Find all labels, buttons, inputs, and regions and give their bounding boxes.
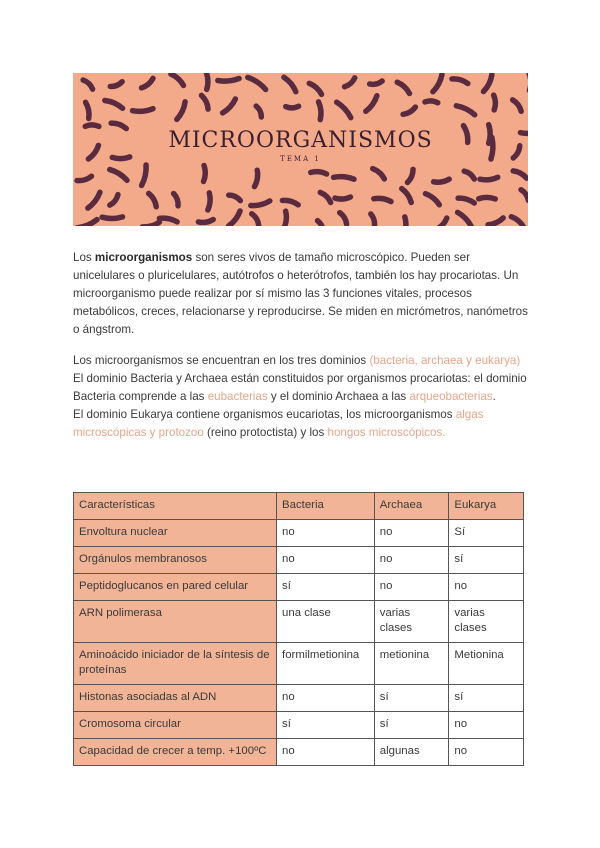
bacteria-shape: [110, 82, 122, 87]
bacteria-shape: [177, 102, 185, 120]
domains-line-1: [73, 352, 528, 370]
bacteria-shape: [248, 77, 266, 89]
table-cell: sí: [374, 712, 449, 739]
table-cell: no: [449, 739, 524, 766]
hongos-highlight: hongos microscópicos.: [327, 426, 446, 439]
table-cell: varias clases: [449, 601, 524, 643]
eubacterias-highlight: eubacterias: [207, 390, 268, 403]
bacteria-shape: [254, 170, 257, 186]
table-row: [74, 574, 524, 601]
domains-highlight: (bacteria, archaea y eukarya): [369, 354, 521, 367]
bacteria-shape: [142, 78, 153, 87]
bacteria-shape: [286, 106, 299, 108]
table-cell: Sí: [449, 520, 524, 547]
bacteria-shape: [371, 214, 375, 226]
bacteria-shape: [309, 83, 321, 94]
row-label: Histonas asociadas al ADN: [74, 685, 277, 712]
bacteria-shape: [133, 109, 153, 112]
bacteria-shape: [223, 99, 236, 113]
bacteria-shape: [142, 165, 147, 185]
domains-line-3-mid: (reino protoctista) y los: [203, 426, 328, 439]
banner-title-box: [73, 128, 528, 163]
table-cell: metionina: [374, 643, 449, 685]
bacteria-shape: [483, 75, 491, 92]
table-cell: formilmetionina: [277, 643, 375, 685]
domains-line-1-text: Los microorganismos se encuentran en los tres dominios: [73, 354, 370, 367]
row-label: Cromosoma circular: [74, 712, 277, 739]
bacteria-shape: [458, 212, 472, 226]
table-cell: una clase: [277, 601, 375, 643]
table-cell: sí: [449, 547, 524, 574]
bacteria-shape: [426, 194, 440, 205]
bacteria-shape: [171, 74, 184, 85]
table-cell: sí: [277, 712, 375, 739]
comparison-table: [73, 492, 524, 766]
row-label: ARN polimerasa: [74, 601, 277, 643]
bacteria-shape: [334, 177, 354, 180]
bacteria-shape: [340, 213, 347, 225]
table-row: [74, 685, 524, 712]
column-header: Bacteria: [277, 493, 375, 520]
table-row: [74, 739, 524, 766]
bacteria-shape: [433, 74, 442, 91]
bacteria-shape: [366, 96, 377, 112]
bacteria-shape: [252, 214, 259, 225]
bacteria-shape: [407, 169, 413, 182]
bacteria-shape: [335, 197, 350, 199]
title-banner: [73, 73, 528, 226]
table-cell: no: [374, 574, 449, 601]
row-label: Aminoácido iniciador de la síntesis de proteínas: [74, 643, 277, 685]
bacteria-shape: [218, 78, 239, 81]
domains-line-2: [73, 370, 528, 406]
bacteria-shape: [102, 217, 122, 219]
bacteria-shape: [488, 218, 503, 225]
intro-keyword: microorganismos: [94, 251, 193, 264]
bacteria-shape: [402, 189, 412, 203]
bacteria-shape: [464, 171, 474, 179]
bacteria-shape: [229, 195, 241, 201]
bacteria-shape: [337, 102, 351, 117]
table-cell: sí: [277, 574, 375, 601]
bacteria-shape: [284, 77, 296, 91]
page-title: MICROORGANISMOS: [168, 128, 433, 153]
table-cell: no: [277, 739, 375, 766]
row-label: Orgánulos membranosos: [74, 547, 277, 574]
table-row: [74, 712, 524, 739]
bacteria-shape: [374, 198, 391, 201]
table-cell: no: [277, 520, 375, 547]
bacteria-shape: [83, 80, 92, 89]
table-row: [74, 547, 524, 574]
bacteria-shape: [456, 106, 474, 115]
domains-line-2-mid: y el dominio Archaea a las: [267, 390, 410, 403]
bacteria-shape: [282, 200, 298, 204]
bacteria-shape: [198, 220, 213, 223]
bacteria-shape: [319, 102, 321, 120]
domains-line-2-text: El dominio Bacteria y Archaea están constituidos por organismos procariotas: el dominio Bacteria comprende a las: [73, 372, 527, 403]
row-label: Capacidad de crecer a temp. +100ºC: [74, 739, 277, 766]
bacteria-shape: [284, 211, 286, 226]
bacteria-shape: [256, 106, 261, 117]
intro-text-pre: Los: [73, 251, 95, 264]
table-cell: sí: [374, 685, 449, 712]
bacteria-shape: [77, 176, 91, 180]
bacteria-shape: [110, 170, 127, 181]
bacteria-shape: [85, 125, 99, 127]
bacteria-shape: [511, 217, 523, 226]
bacteria-shape: [318, 221, 324, 226]
bacteria-shape: [403, 107, 415, 114]
bacteria-shape: [479, 197, 496, 199]
domains-paragraph: [73, 352, 528, 442]
bacteria-shape: [77, 220, 97, 226]
intro-paragraph: [73, 249, 528, 339]
bacteria-shape: [494, 95, 496, 110]
bacteria-shape: [480, 177, 498, 180]
table-cell: varias clases: [374, 601, 449, 643]
table-row: [74, 643, 524, 685]
bacteria-shape: [458, 198, 474, 203]
bacteria-shape: [373, 169, 385, 179]
bacteria-shape: [452, 79, 468, 84]
bacteria-shape: [251, 201, 270, 206]
bacteria-shape: [206, 73, 208, 89]
bacteria-shape: [320, 192, 330, 202]
table-cell: no: [277, 685, 375, 712]
row-label: Peptidoglucanos en pared celular: [74, 574, 277, 601]
table-cell: algunas: [374, 739, 449, 766]
table-cell: sí: [449, 685, 524, 712]
domains-line-3-text: El dominio Eukarya contiene organismos eucariotas, los microorganismos: [73, 408, 456, 421]
bacteria-shape: [204, 166, 206, 182]
bacteria-shape: [229, 211, 240, 226]
bacteria-shape: [370, 81, 382, 84]
table-cell: Metionina: [449, 643, 524, 685]
bacteria-shape: [397, 82, 409, 93]
column-header: Archaea: [374, 493, 449, 520]
arqueobacterias-highlight: arqueobacterias: [409, 390, 493, 403]
bacteria-shape: [142, 222, 159, 226]
bacteria-shape: [208, 193, 210, 210]
bacteria-shape: [149, 193, 157, 206]
table-cell: no: [374, 547, 449, 574]
bacteria-shape: [345, 78, 355, 87]
table-cell: no: [449, 712, 524, 739]
bacteria-shape: [513, 100, 522, 111]
bacteria-shape: [513, 171, 526, 178]
row-label: Envoltura nuclear: [74, 520, 277, 547]
bacteria-shape: [201, 95, 208, 109]
bacteria-shape: [521, 190, 528, 201]
page-subtitle: TEMA 1: [280, 155, 321, 163]
table-cell: no: [277, 547, 375, 574]
column-header: Eukarya: [449, 493, 524, 520]
table-header-row: [74, 493, 524, 520]
bacteria-shape: [174, 193, 179, 205]
bacteria-shape: [404, 217, 406, 226]
bacteria-shape: [105, 100, 123, 108]
bacteria-shape: [88, 192, 100, 208]
table-row: [74, 520, 524, 547]
domains-line-3: [73, 406, 528, 442]
bacteria-shape: [159, 218, 177, 222]
bacteria-shape: [86, 102, 89, 118]
bacteria-shape: [434, 179, 450, 182]
bacteria-shape: [425, 101, 438, 103]
table-cell: no: [449, 574, 524, 601]
column-header: Características: [74, 493, 277, 520]
bacteria-shape: [311, 172, 327, 174]
intro-text-post: son seres vivos de tamaño microscópico. Pueden ser unicelulares o pluricelulares, autótrofos o heterótrofos, también los hay procariotas. Un microorganismo puede realizar por sí mismo las 3 funciones vitales, procesos metabólicos, creces, relacionarse y reproducirse. Se miden en micrómetros, nanómetros o ángstrom.: [73, 251, 528, 336]
bacteria-shape: [110, 195, 118, 206]
table-cell: no: [374, 520, 449, 547]
bacteria-shape: [436, 218, 447, 226]
domains-line-2-end: .: [492, 390, 496, 403]
algas-highlight: algas microscópicas y protozoo: [73, 408, 484, 439]
table-row: [74, 601, 524, 643]
